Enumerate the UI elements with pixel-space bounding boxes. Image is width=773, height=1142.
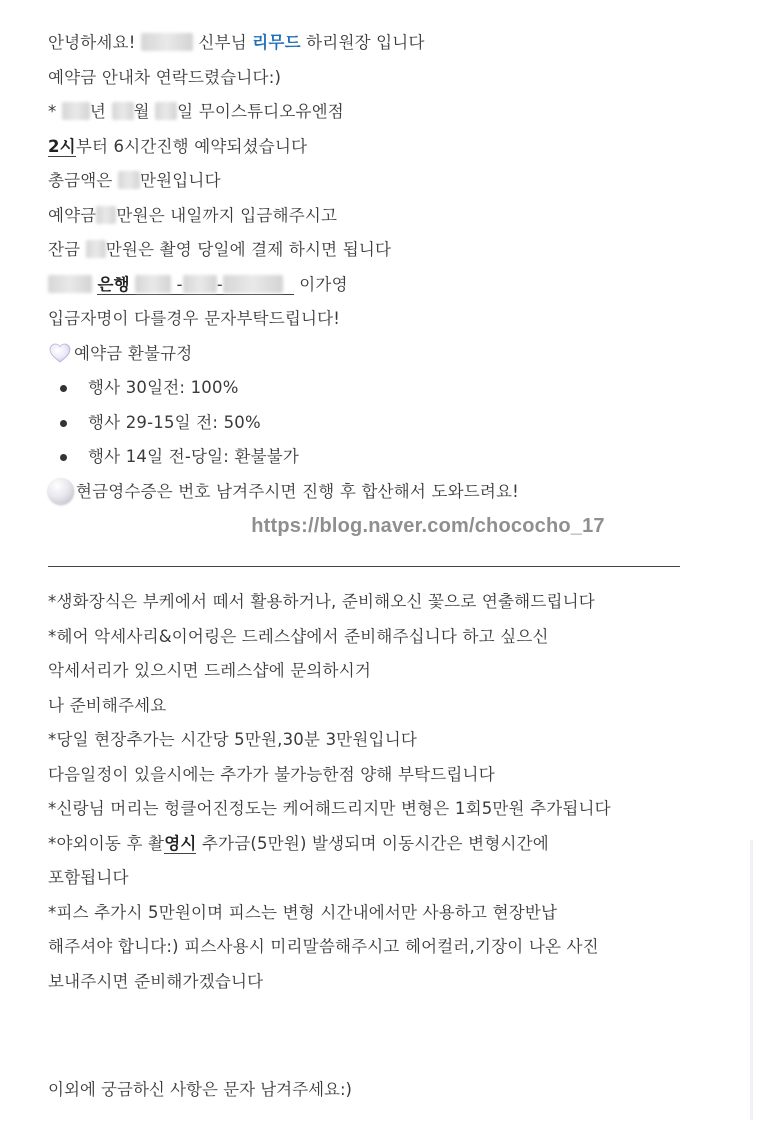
redacted-account-3 (223, 275, 283, 293)
bank-label: 은행 (97, 274, 130, 294)
outdoor-prefix: *야외이동 후 촬 (48, 833, 165, 853)
refund-list (48, 371, 748, 475)
note-outdoor (48, 827, 748, 862)
balance-line (48, 233, 748, 268)
refund-title: 예약금 환불규정 (74, 343, 193, 363)
total-prefix: 총금액은 (48, 171, 113, 190)
redacted-total (118, 171, 140, 189)
message-body (48, 26, 748, 544)
greeting-suffix-a: 신부님 (198, 33, 247, 52)
account-holder: 이가영 (299, 274, 348, 294)
outdoor-suffix: 추가금(5만원) 발생되며 이동시간은 변형시간에 (201, 833, 549, 853)
redacted-bank-prefix (48, 275, 92, 293)
brand-name: 리무드 (252, 33, 301, 52)
note-accessories-3: 나 준비해주세요 (48, 695, 167, 715)
note-groom-hair: *신랑님 머리는 헝클어진정도는 케어해드리지만 변형은 1회5만원 추가됩니다 (48, 799, 611, 818)
redacted-month (112, 102, 134, 120)
schedule-month-char: 월 (133, 102, 150, 121)
section-divider (48, 566, 680, 567)
venue-name: 무이스튜디오유엔점 (198, 102, 344, 121)
redacted-balance (86, 240, 106, 258)
greeting-prefix: 안녕하세요! (48, 33, 136, 52)
note-accessories-2: 악세서리가 있으시면 드레스샵에 문의하시거 (48, 661, 371, 680)
time-line (48, 130, 748, 165)
redacted-year (62, 102, 90, 120)
refund-item-30d: 행사 30일전: 100% (48, 371, 748, 406)
blog-watermark: https://blog.naver.com/chococho_17 (251, 515, 605, 537)
refund-title-line (48, 337, 748, 372)
refund-item-29-15d: 행사 29-15일 전: 50% (48, 406, 748, 441)
greeting-suffix-b: 하리원장 입니다 (306, 33, 425, 52)
schedule-line (48, 95, 748, 130)
depositor-note: 입금자명이 다를경우 문자부탁드립니다! (48, 309, 341, 328)
note-piece-2: 해주셔야 합니다:) 피스사용시 미리말씀해주시고 헤어컬러,기장이 나온 사진 (48, 937, 599, 956)
note-piece-3: 보내주시면 준비해가겠습니다 (48, 971, 264, 991)
note-outdoor-cont: 포함됩니다 (48, 868, 129, 887)
receipt-line (48, 475, 748, 510)
white-circle-icon (48, 478, 74, 504)
account-sep-1: - (176, 274, 183, 294)
refund-item-14d: 행사 14일 전-당일: 환불불가 (48, 440, 748, 475)
white-heart-icon (48, 341, 72, 365)
total-line (48, 164, 748, 199)
account-sep-2: - (216, 274, 223, 294)
redacted-name (141, 33, 193, 51)
receipt-note: 현금영수증은 번호 남겨주시면 진행 후 합산해서 도와드려요! (76, 481, 519, 501)
greeting-line (48, 26, 748, 61)
intro-line: 예약금 안내차 연락드렸습니다:) (48, 67, 282, 87)
deposit-prefix: 예약금 (48, 205, 97, 225)
deposit-line (48, 199, 748, 234)
note-piece-1: *피스 추가시 5만원이며 피스는 변형 시간내에서만 사용하고 현장반납 (48, 902, 558, 922)
redacted-account-2 (183, 275, 217, 293)
redacted-account-1 (135, 275, 171, 293)
outdoor-emph: 영시 (164, 833, 197, 853)
bank-line (48, 268, 748, 303)
balance-suffix: 만원은 촬영 당일에 결제 하시면 됩니다 (105, 240, 392, 259)
bank-account (97, 275, 293, 295)
note-accessories-1: *헤어 악세사리&이어링은 드레스샵에서 준비해주십니다 하고 싶으신 (48, 626, 549, 646)
deposit-suffix: 만원은 내일까지 입금해주시고 (116, 205, 338, 225)
time-rest: 부터 6시간진행 예약되셨습니다 (75, 136, 308, 156)
total-suffix: 만원입니다 (140, 171, 221, 190)
note-extra-time-2: 다음일정이 있을시에는 추가가 불가능한점 양해 부탁드립니다 (48, 764, 495, 784)
closing-line: 이외에 궁금하신 사항은 문자 남겨주세요:) (48, 1080, 352, 1099)
schedule-prefix: * (48, 102, 57, 121)
scroll-edge (750, 840, 753, 1120)
notes-body (48, 585, 748, 999)
balance-prefix: 잔금 (48, 240, 81, 259)
start-hour: 2시 (48, 136, 76, 156)
schedule-day-char: 일 (177, 102, 194, 121)
note-flowers: *생화장식은 부케에서 떼서 활용하거나, 준비해오신 꽃으로 연출해드립니다 (48, 592, 595, 611)
redacted-deposit (96, 206, 116, 224)
redacted-day (155, 102, 177, 120)
schedule-year-char: 년 (89, 102, 107, 121)
note-extra-time-1: *당일 현장추가는 시간당 5만원,30분 3만원입니다 (48, 730, 417, 749)
